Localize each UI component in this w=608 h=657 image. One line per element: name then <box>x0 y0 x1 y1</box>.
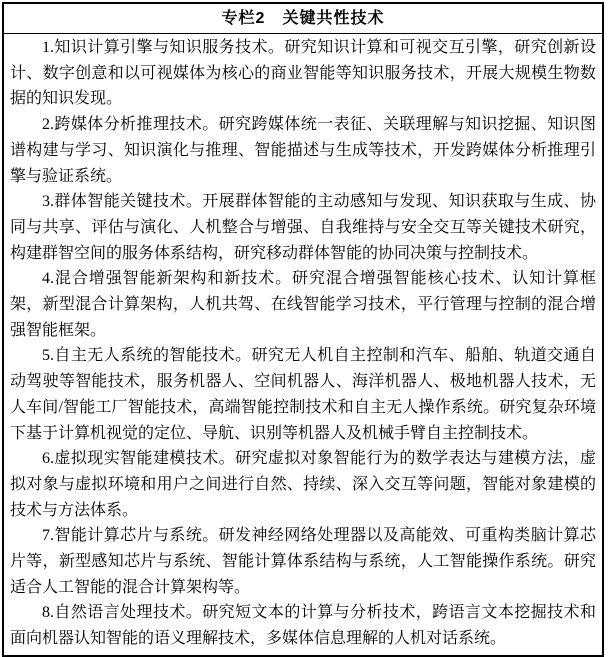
tech-paragraph-6: 6.虚拟现实智能建模技术。研究虚拟对象智能行为的数学表达与建模方法，虚拟对象与虚拟环境和用户之间进行自然、持续、深入交互等问题，智能对象建模的技术与方法体系。 <box>10 450 596 519</box>
panel-body <box>4 34 602 655</box>
tech-paragraph-1: 1.知识计算引擎与知识服务技术。研究知识计算和可视交互引擎，研究创新设计、数字创意和以可视媒体为核心的商业智能等知识服务技术，开展大规模生物数据的知识发现。 <box>10 39 596 108</box>
tech-paragraph-3: 3.群体智能关键技术。开展群体智能的主动感知与发现、知识获取与生成、协同与共享、评估与演化、人机整合与增强、自我维持与安全交互等关键技术研究，构建群智空间的服务体系结构，研究移动群体智能的协同决策与控制技术。 <box>10 193 596 262</box>
tech-paragraph-7: 7.智能计算芯片与系统。研发神经网络处理器以及高能效、可重构类脑计算芯片等，新型感知芯片与系统、智能计算体系结构与系统，人工智能操作系统。研究适合人工智能的混合计算架构等。 <box>10 527 596 596</box>
tech-paragraph-4: 4.混合增强智能新架构和新技术。研究混合增强智能核心技术、认知计算框架，新型混合计算架构，人机共驾、在线智能学习技术，平行管理与控制的混合增强智能框架。 <box>10 270 596 339</box>
tech-paragraph-2: 2.跨媒体分析推理技术。研究跨媒体统一表征、关联理解与知识挖掘、知识图谱构建与学习、知识演化与推理、智能描述与生成等技术，开发跨媒体分析推理引擎与验证系统。 <box>10 116 596 185</box>
tech-paragraph-5: 5.自主无人系统的智能技术。研究无人机自主控制和汽车、船舶、轨道交通自动驾驶等智能技术，服务机器人、空间机器人、海洋机器人、极地机器人技术，无人车间/智能工厂智能技术，高端智能控制技术和自主无人操作系统。研究复杂环境下基于计算机视觉的定位、导航、识别等机器人及机械手臂自主控制技术。 <box>10 347 596 442</box>
key-common-tech-box <box>2 2 604 657</box>
tech-paragraph-8: 8.自然语言处理技术。研究短文本的计算与分析技术，跨语言文本挖掘技术和面向机器认知智能的语义理解技术，多媒体信息理解的人机对话系统。 <box>10 604 596 648</box>
panel-title: 专栏2 关键共性技术 <box>4 4 602 34</box>
